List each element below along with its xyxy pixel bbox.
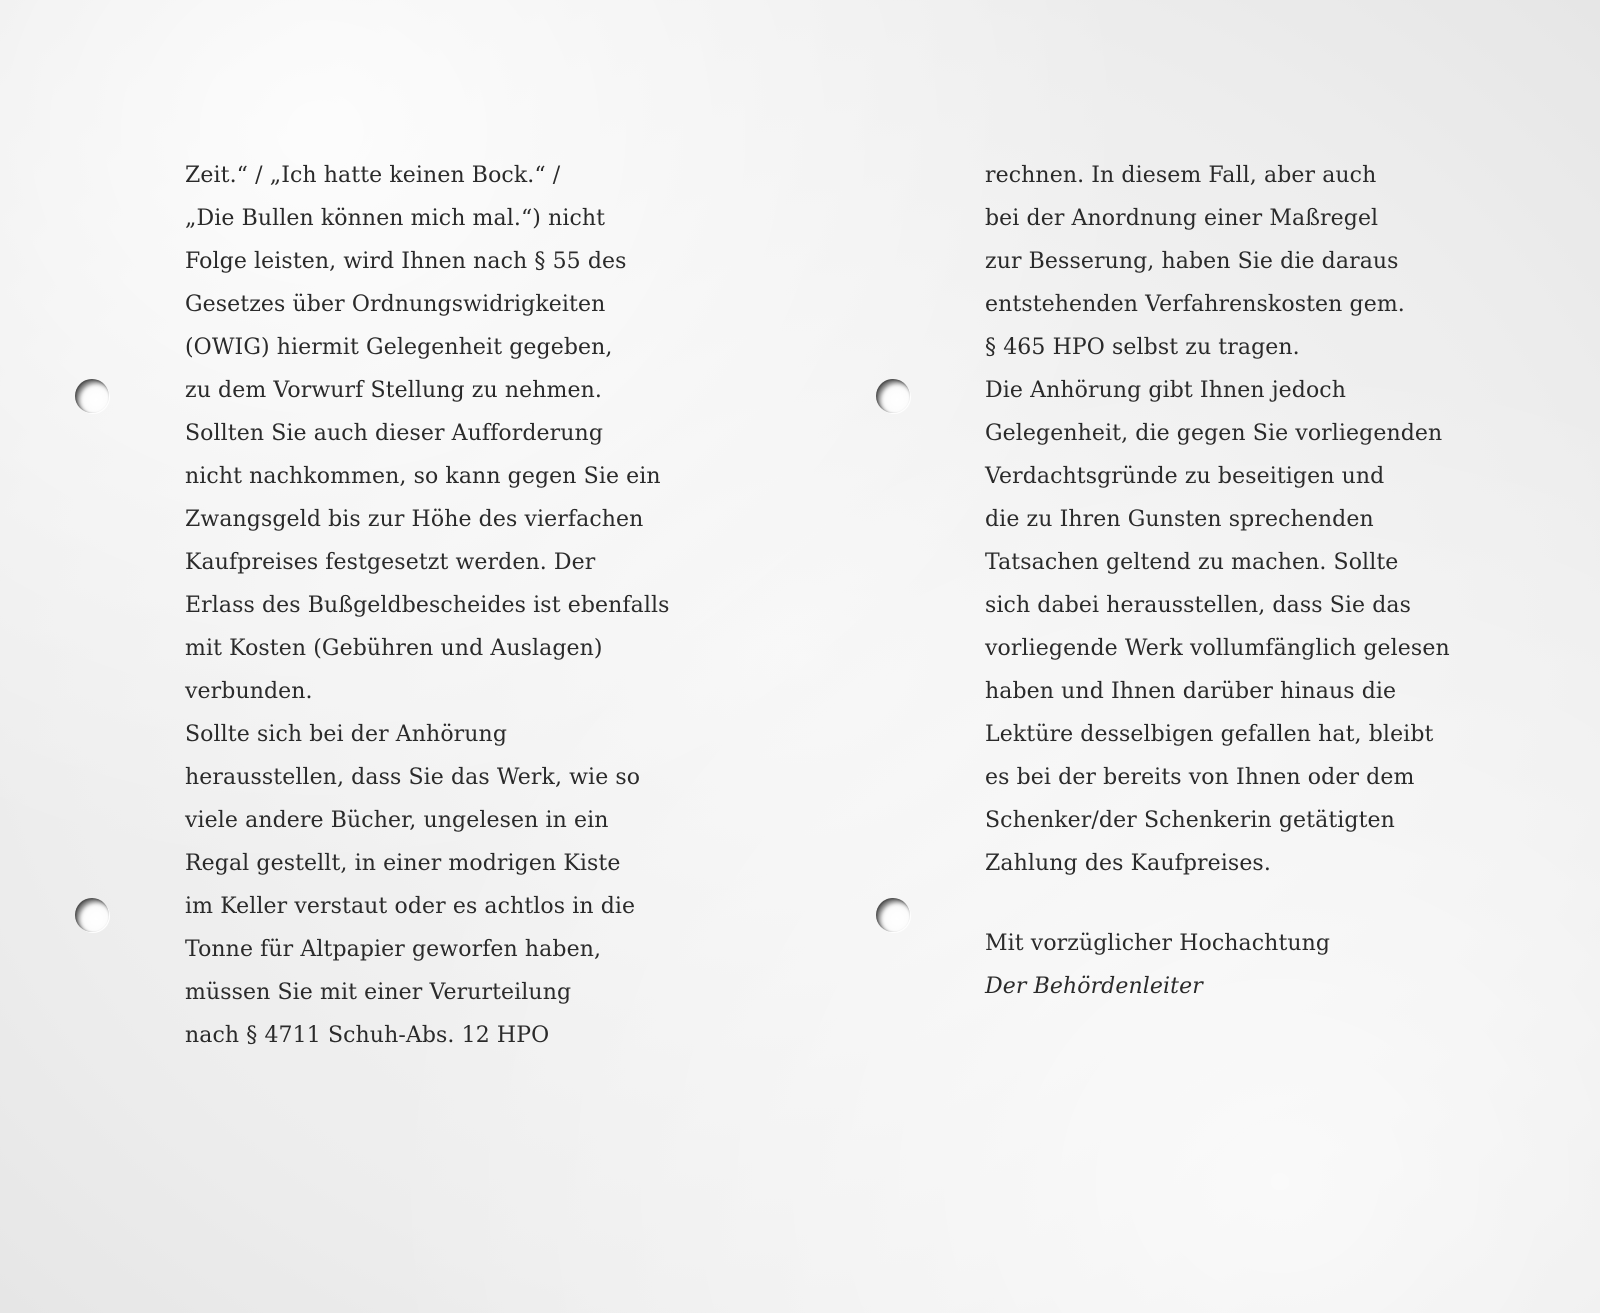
text-line: Kaufpreises festgesetzt werden. Der <box>185 550 596 575</box>
text-line: haben und Ihnen darüber hinaus die <box>985 679 1397 704</box>
right-page <box>800 0 1600 1313</box>
text-line: Gelegenheit, die gegen Sie vorliegenden <box>985 421 1443 446</box>
text-line: Zahlung des Kaufpreises. <box>985 851 1271 876</box>
text-line: Schenker/der Schenkerin getätigten <box>985 808 1395 833</box>
text-line: Regal gestellt, in einer modrigen Kiste <box>185 851 621 876</box>
text-line: Gesetzes über Ordnungswidrigkeiten <box>185 292 606 317</box>
text-line: zur Besserung, haben Sie die daraus <box>985 249 1399 274</box>
text-line: Tonne für Altpapier geworfen haben, <box>185 937 602 962</box>
text-line: Die Anhörung gibt Ihnen jedoch <box>985 378 1346 403</box>
text-line: bei der Anordnung einer Maßregel <box>985 206 1379 231</box>
text-line: Sollten Sie auch dieser Aufforderung <box>185 421 604 446</box>
text-line: mit Kosten (Gebühren und Auslagen) <box>185 636 603 661</box>
text-line: Erlass des Bußgeldbescheides ist ebenfalls <box>185 593 670 618</box>
closing-salutation: Mit vorzüglicher Hochachtung <box>985 931 1331 956</box>
signature: Der Behördenleiter <box>985 974 1203 999</box>
text-line: die zu Ihren Gunsten sprechenden <box>985 507 1374 532</box>
text-line: § 465 HPO selbst zu tragen. <box>985 335 1300 360</box>
text-line: Folge leisten, wird Ihnen nach § 55 des <box>185 249 627 274</box>
text-line: verbunden. <box>185 679 313 704</box>
left-text-column <box>185 154 745 1057</box>
right-text-column <box>985 154 1545 1008</box>
text-line: im Keller verstaut oder es achtlos in die <box>185 894 636 919</box>
text-line: nicht nachkommen, so kann gegen Sie ein <box>185 464 661 489</box>
punch-hole-icon <box>75 379 109 413</box>
text-line: entstehenden Verfahrenskosten gem. <box>985 292 1405 317</box>
text-line: Zwangsgeld bis zur Höhe des vierfachen <box>185 507 644 532</box>
text-line: vorliegende Werk vollumfänglich gelesen <box>985 636 1450 661</box>
text-line: „Die Bullen können mich mal.“) nicht <box>185 206 606 231</box>
text-line: sich dabei herausstellen, dass Sie das <box>985 593 1411 618</box>
text-line: viele andere Bücher, ungelesen in ein <box>185 808 609 833</box>
text-line: (OWIG) hiermit Gelegenheit gegeben, <box>185 335 613 360</box>
text-line: zu dem Vorwurf Stellung zu nehmen. <box>185 378 602 403</box>
punch-hole-icon <box>876 379 910 413</box>
punch-hole-icon <box>876 898 910 932</box>
text-line: Zeit.“ / „Ich hatte keinen Bock.“ / <box>185 163 561 188</box>
text-line: nach § 4711 Schuh-Abs. 12 HPO <box>185 1023 550 1048</box>
punch-hole-icon <box>75 898 109 932</box>
text-line: Sollte sich bei der Anhörung <box>185 722 508 747</box>
text-line: Lektüre desselbigen gefallen hat, bleibt <box>985 722 1434 747</box>
text-line: es bei der bereits von Ihnen oder dem <box>985 765 1415 790</box>
text-line: Verdachtsgründe zu beseitigen und <box>985 464 1385 489</box>
text-line: Tatsachen geltend zu machen. Sollte <box>985 550 1399 575</box>
text-line: rechnen. In diesem Fall, aber auch <box>985 163 1377 188</box>
text-line: herausstellen, dass Sie das Werk, wie so <box>185 765 641 790</box>
text-line: müssen Sie mit einer Verurteilung <box>185 980 572 1005</box>
